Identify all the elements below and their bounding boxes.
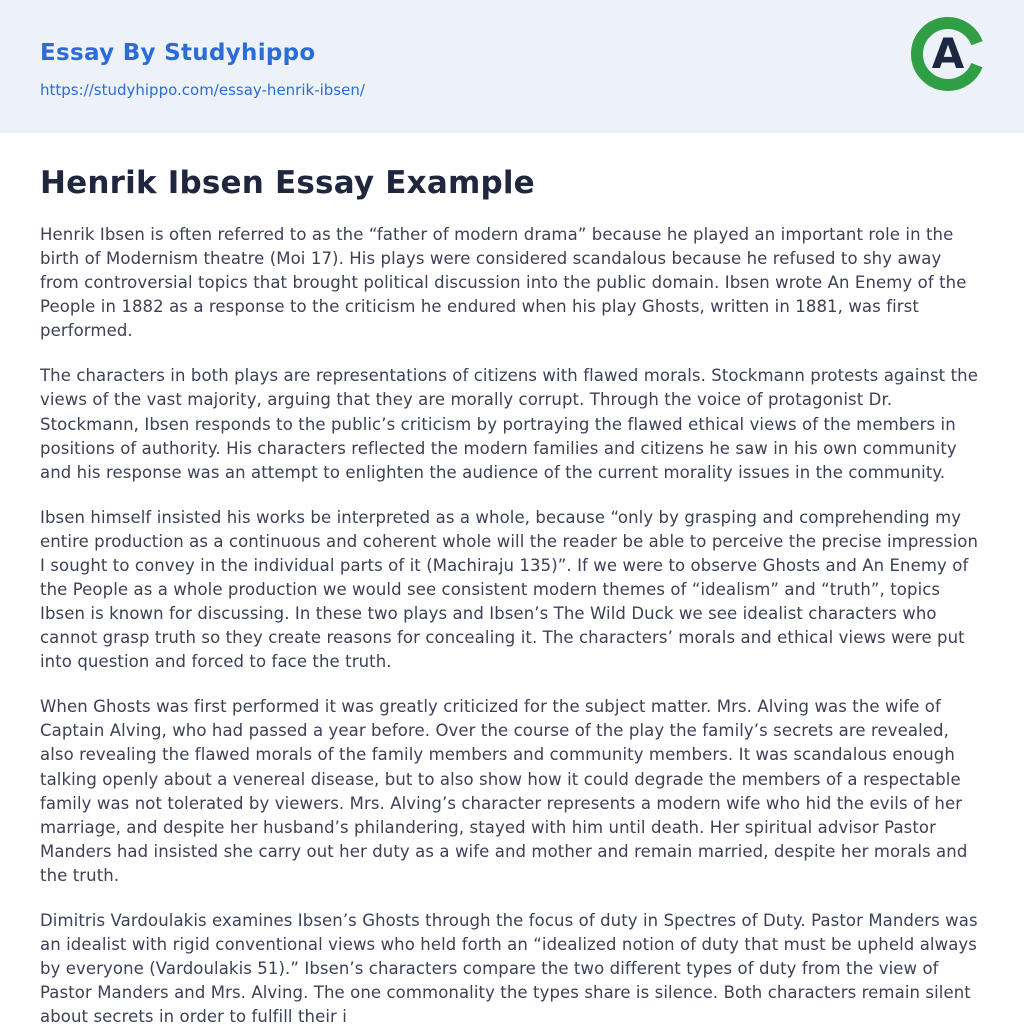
essay-paragraph: Ibsen himself insisted his works be interpreted as a whole, because “only by grasping and comprehending my entire production as a continuous and coherent whole will the reader be able to perceive the precise impression I sought to convey in the individual parts of it (Machiraju 135)”. If we were to observe Ghosts and An Enemy of the People as a whole production we would see consistent modern themes of “idealism” and “truth”, topics Ibsen is known for discussing. In these two plays and Ibsen’s The Wild Duck we see idealist characters who cannot grasp truth so they create reasons for concealing it. The characters’ morals and ethical views were put into question and forced to face the truth.	[40, 507, 979, 672]
essay-paragraph: When Ghosts was first performed it was greatly criticized for the subject matter. Mrs. Alving was the wife of Captain Alving, who had passed a year before. Over the course of the play the family’s secrets are revealed, also revealing the flawed morals of the family members and community members. It was scandalous enough talking openly about a venereal disease, but to also show how it could degrade the members of a respectable family was not tolerated by viewers. Mrs. Alving’s character represents a modern wife who hid the evils of her marriage, and despite her husband’s philandering, stayed with him until death. Her spiritual advisor Pastor Manders had insisted she carry out her duty as a wife and mother and remain married, despite her morals and the truth.	[40, 697, 968, 885]
essay-paragraph: Henrik Ibsen is often referred to as the “father of modern drama” because he played an important role in the birth of Modernism theatre (Moi 17). His plays were considered scandalous because he refused to shy away from controversial topics that brought political discussion into the public domain. Ibsen wrote An Enemy of the People in 1882 as a response to the criticism he endured when his play Ghosts, written in 1881, was first performed.	[40, 225, 967, 341]
article-content	[0, 133, 1024, 1029]
site-title: Essay By Studyhippo	[40, 40, 316, 66]
logo-letter: A	[931, 29, 965, 78]
essay-paragraph: The characters in both plays are representations of citizens with flawed morals. Stockmann protests against the views of the vast majority, arguing that they are morally corrupt. Through the voice of protagonist Dr. Stockmann, Ibsen responds to the public’s criticism by portraying the flawed ethical views of the members in positions of authority. His characters reflected the modern families and citizens he saw in his own community and his response was an attempt to enlighten the audience of the current morality issues in the community.	[40, 366, 978, 482]
page-header	[0, 0, 1024, 133]
essay-paragraph: Dimitris Vardoulakis examines Ibsen’s Ghosts through the focus of duty in Spectres of Duty. Pastor Manders was an idealist with rigid conventional views who held forth an “idealized notion of duty that must be upheld always by everyone (Vardoulakis 51).” Ibsen’s characters compare the two different types of duty from the view of Pastor Manders and Mrs. Alving. The one commonality the types share is silence. Both characters remain silent about secrets in order to fulfill their i	[40, 910, 978, 1027]
essay-body	[40, 223, 984, 1029]
page-title: Henrik Ibsen Essay Example	[40, 165, 535, 201]
studyhippo-logo-icon	[910, 16, 986, 92]
source-url-link[interactable]: https://studyhippo.com/essay-henrik-ibsen/	[40, 81, 365, 99]
